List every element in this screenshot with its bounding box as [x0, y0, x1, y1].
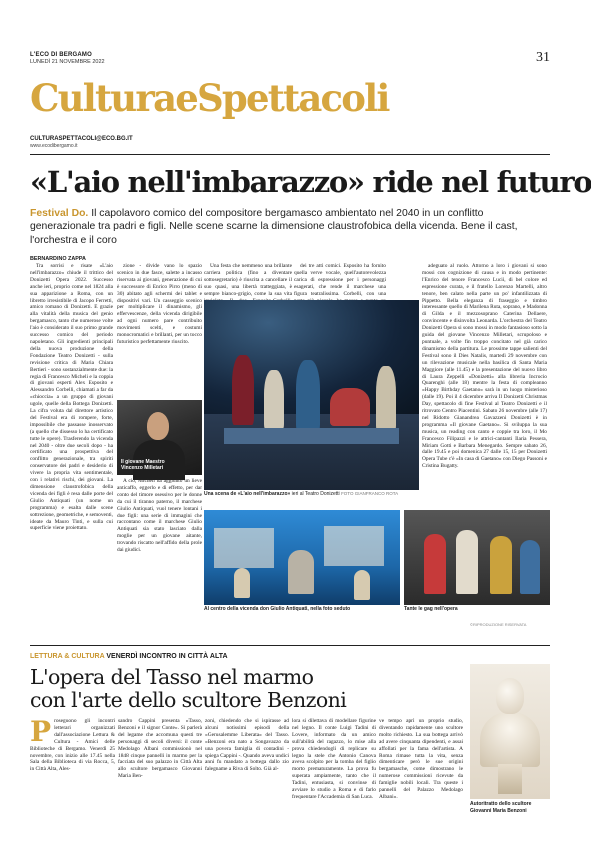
portrait-caption [121, 459, 165, 471]
article-byline: BERNARDINO ZAPPA [30, 256, 86, 262]
article-kicker: Festival Do. [30, 208, 89, 219]
central-scene-photo [204, 510, 400, 605]
article-paragraph: Una festa che nemmeno una brillante carriera politica (fino a diventare sottosegretario) è riuscita a cancellare il suo quasi, una libertà tratteggiata, è sempre bianco-grigio, come la sua vita [204, 263, 292, 297]
gag-photo [404, 510, 550, 605]
copyright-notice: ©RIPRODUZIONE RISERVATA [470, 622, 527, 627]
article-paragraph: A ciò, Micheli ha aggiunto un lieve anticaffo, eggerlo e di effetto, per dar conto del timore osessivo per le donne da cui il tiranno paterno, il marchese Giulio Antiquati, vuol tenere lontani i due figli: una serie di immagini che raccontano come il marchese Giulio Antiquati sia stato lasciato dalla moglie per un giovane aitante, trovando riscatto nell'affido della prole dai giudici. [117, 478, 202, 554]
conductor-portrait [117, 400, 202, 475]
central-scene-caption [204, 606, 400, 612]
gag-photo-caption [404, 606, 550, 612]
portrait-caption-sub: Vincenzo Milletari [121, 465, 164, 471]
section-email[interactable]: CULTURASPETTACOLI@ECO.BG.IT [30, 136, 133, 142]
article-headline: «L'aio nell'imbarazzo» ride nel futuro [30, 165, 591, 199]
portrait-face [147, 412, 169, 440]
bl-caption-bold: Al centro della vicenda don Giulio Antiquati, nella foto seduto [204, 606, 351, 612]
section-amp: e [175, 76, 198, 120]
second-column-5: ve tempo aprì un proprio studio, diventando rapidamente uno scultore molto richiesto. La sua bottega arrivò ad avere cinquanta dipendenti, e assai affollati per la fama dell'artista. A Roma rimase tutta la vita, senza dimenticare però le sue origini bergamasche, come dimostrano le numerose commissioni ricevute da famiglie nobili locali. Tra queste i pannelli del Palazzo Medolago Albani». [379, 718, 463, 800]
bust-head [496, 678, 524, 714]
br-caption-bold: Tante le gag nell'opera [404, 606, 458, 612]
second-article-label [30, 653, 228, 660]
second-paragraph: roseguono gli incontri letterari organizzati dall'associazione Lettura & Cultura - Amici delle Biblioteche di Bergamo. Venerdì 25 novembre, con inizio alle 17.45 nella Sala della Biblioteca di via Rocca, 5, in Città Alta, Ales- [30, 718, 115, 773]
top-divider [30, 154, 550, 155]
masthead [30, 52, 550, 70]
drop-cap: P [30, 715, 52, 748]
section-website[interactable]: www.ecodibergamo.it [30, 143, 78, 149]
main-photo-caption [204, 491, 419, 497]
article-column-2b [117, 478, 202, 633]
article-column-3 [204, 263, 292, 299]
bust-shoulders [480, 712, 540, 767]
second-article-tagline: VENERDÌ INCONTRO IN CITTÀ ALTA [104, 653, 228, 660]
page-number: 31 [536, 50, 550, 65]
bust-caption-line-2: Giovanni Maria Benzoni [470, 807, 527, 814]
article-paragraph: zione - divide vano lo spazio scenico in due fasce, salette a incasso riservata ai giovani, generazione di cui è successore di Enrico Pirro (meno di 30) abitato agli schermi dei tablet e dispositivi vari. Un casseggio scenico per moltiplicare il dinamismo, gli effervescenze, della vicenda dirigibile ad ogni numero pare contribuito movimenti scelti, e costumi monocromatici e brillanti, per un tocco futuristico perfettamente riuscito. [117, 263, 202, 345]
main-stage-photo [204, 300, 419, 490]
middle-divider [30, 645, 550, 646]
benzoni-bust-photo [470, 664, 550, 799]
section-contacts [30, 136, 133, 149]
main-caption-credit: FOTO GIANFRANCO ROTA [341, 491, 399, 496]
second-column-4: lora si dilettava di modellare figurine nel legno. Il conte Luigi Tadini di Lovere, informato da un amico sull'abilità del ragazzo, lo mise alla prova chiedendogli di replicare su legno la stele che Antonio Canova aveva scolpito per la tomba del figlio morto prematuramente. La prova fu superata ampiamente, tanto che il Tadini, entusiasta, si convinse di avviare lo studio a Roma e di farlo frequentare l'Accademia di San Luca. [292, 718, 376, 800]
second-column-2: sandro Cappini presenta «Tasso, Benzoni e il signor Conte». Si parlerà del legame che accomuna questi tre personaggi di secoli diversi: il conte Medolago Albani commissionò nel 1848 cinque pannelli in marmo per la facciata del suo palazzo in Città Alta allo scultore bergamasco Giovanni Maria Ben- [118, 718, 202, 780]
article-paragraph: Tra sorrisi e risate «L'aio nell'imbarazzo» chiude il trittico del Donizetti Opera 2022. Successo anche ieri, proprio come nel 1824 alla sua apparizione a Roma, con un libretto irresistibile di Jacopo Ferretti, amico romano di Donizetti. E grazie alla vitalità della musica del genio bergamasco, tanto che numerose volte l'aio è considerato il suo primo grande successo comico del periodo napoletano. Gli ingredienti principali della nuova produzione della Fondazione Teatro Donizetti - sulla revisione critica di Maria Chiara Bertieri - sono sostanzialmente due: la regia di Francesco Micheli e la coppia di giovani esperti Alex Esposito e Alessandro Corbelli, chiamati a far da «chioccia» a un gruppo di giovani ugole, quelle della Bottega Donizetti. La cifra voluta dal direttore artistico del Festival era di rompere, forte, impossibile che passasse inosservato (a quello che dissesso lo ha certificato tutte le opere). Trasferendo la vicenda nel 2040 - oltre due secoli dopo - ha certificato una prospettiva del conflitto generazionale, tra spiriti conservatore dei padri e desiderio di vivere la propria vita sentimentale, con i relativi rischi, dei giovani. La dimensione claustrofobica della vicenda dei figli è resa dalle porte del Giulio Antiquati (un nome un programma) e esalta dalle scene sottrezione, geometriche, e semoventi, ideate da Mauro Tinti, e sulla cui superficie viene proiettato. [30, 263, 113, 532]
section-word-1: Cultura [30, 76, 176, 120]
article-subhead-text: Il capolavoro comico del compositore bergamasco ambientato nel 2040 in un conflitto generazionale tra padri e figli. Nelle scene scarne la dimensione claustrofobica della vicenda. Bene il cast, l'orchestra e il coro [30, 208, 518, 246]
second-headline-line-1: L'opera del Tasso nel marmo [30, 665, 314, 689]
bust-base [498, 764, 522, 794]
article-paragraph: dei tre atti comici. Esposito ha fornito quella verve vocale, quell'autorevolezza carica di espressione per i personaggi esagerati, che rende il marchese una figura teatralissima. Corbelli, con una [294, 263, 386, 297]
main-caption-text: ieri al Teatro Donizetti [290, 491, 340, 497]
second-article-tag: LETTURA & CULTURA [30, 653, 105, 660]
newspaper-name: L'ECO DI BERGAMO [30, 52, 92, 58]
second-column-3: zoni, chiedendo che si ispirasse ad alcuni notissimi episodi della «Gerusalemme Liberata» del Tasso. «Benzoni era nato a Songavazzo da una povera famiglia di contadini - spiega Cappini -. Quando aveva undici anni fu mandato a bottega dallo zio falegname a Riva di Solto. Già al- [205, 718, 289, 773]
article-subhead [30, 207, 550, 247]
bust-caption-line-1: Autoritratto dello scultore [470, 801, 532, 807]
section-title [30, 76, 389, 120]
section-word-2: Spettacoli [197, 76, 389, 120]
second-column-1 [30, 715, 115, 838]
second-article-headline [30, 666, 420, 711]
article-column-4 [294, 263, 386, 299]
issue-date: LUNEDÌ 21 NOVEMBRE 2022 [30, 59, 105, 65]
article-column-1 [30, 263, 113, 633]
article-paragraph: adeguato al ruolo. Attorno a loro i giovani si sono mossi con cognizione di causa e in modo pertinente: l'Enrico del tenore Francesco Lucii, di bel colore ed espressione curata, e il fratello Lorenzo Martelli, altro tenore, ben calato nella parte un po' infantilizzata di Pippetto. Bella eleganza di fraseggio e timbro interessante quello di Marilena Ruta, soprano, e Madonna di Gilda e il mezzosoprano Caterina Dellaere, convincente e disinvolta Leonarda. L'orchestra del Teatro Donizetti Opera si sono mossi in modo fantasioso sotto la guida del giovane Vincenzo Milletari, scrupoloso e puntuale, a volte fin troppo concitato nel già carico dinamismo della partitura. Le prossime tappe salienti del Festival sono il Dies Natalis, martedì 29 novembre con un rilevazione musicale nella basilica di Santa Maria Maggiore (alle 11.45) e la presentazione del nuovo libro di Laura Zeppelli «Donizetti» alla libreria Incrocio Quarenghi (alle 18) mentre la festa di compleanno «Happy Birthday Gaetano» sarà in un luogo misterioso (dalle 19). Poi il 4 dicembre arriva Il Donizetti Christmas Day, spettacolo di fine Festival al Teatro Donizetti e il ritrovato Centro Piacentini. Sabato 26 novembre (alle 17) nel Ridotto Gianandrea Gavazzeni Donizetti è in programma «Il giovane Gaetano». Si sviluppa la sua musica, un reading con canto e coppie tra loro, il Mo Francesco Filipazzi e le attrici-cantanti Ilaria Pessera, Miriam Gotti e Barbara Menegardo. Sempre sabato 26, dalle 19.45 e poi domenica 27 dalle 15, 15 per Donizetti Opera Tube c'è «In casa di Gaetano» con Diego Passoni e Cristina Bugatty. [422, 263, 547, 470]
second-headline-line-2: con l'arte dello scultore Benzoni [30, 687, 347, 712]
portrait-caption-name: Il giovane Maestro [121, 459, 165, 465]
main-caption-bold: Una scena de «L'aio nell'imbarazzo» [204, 491, 291, 497]
bust-caption [470, 801, 550, 814]
